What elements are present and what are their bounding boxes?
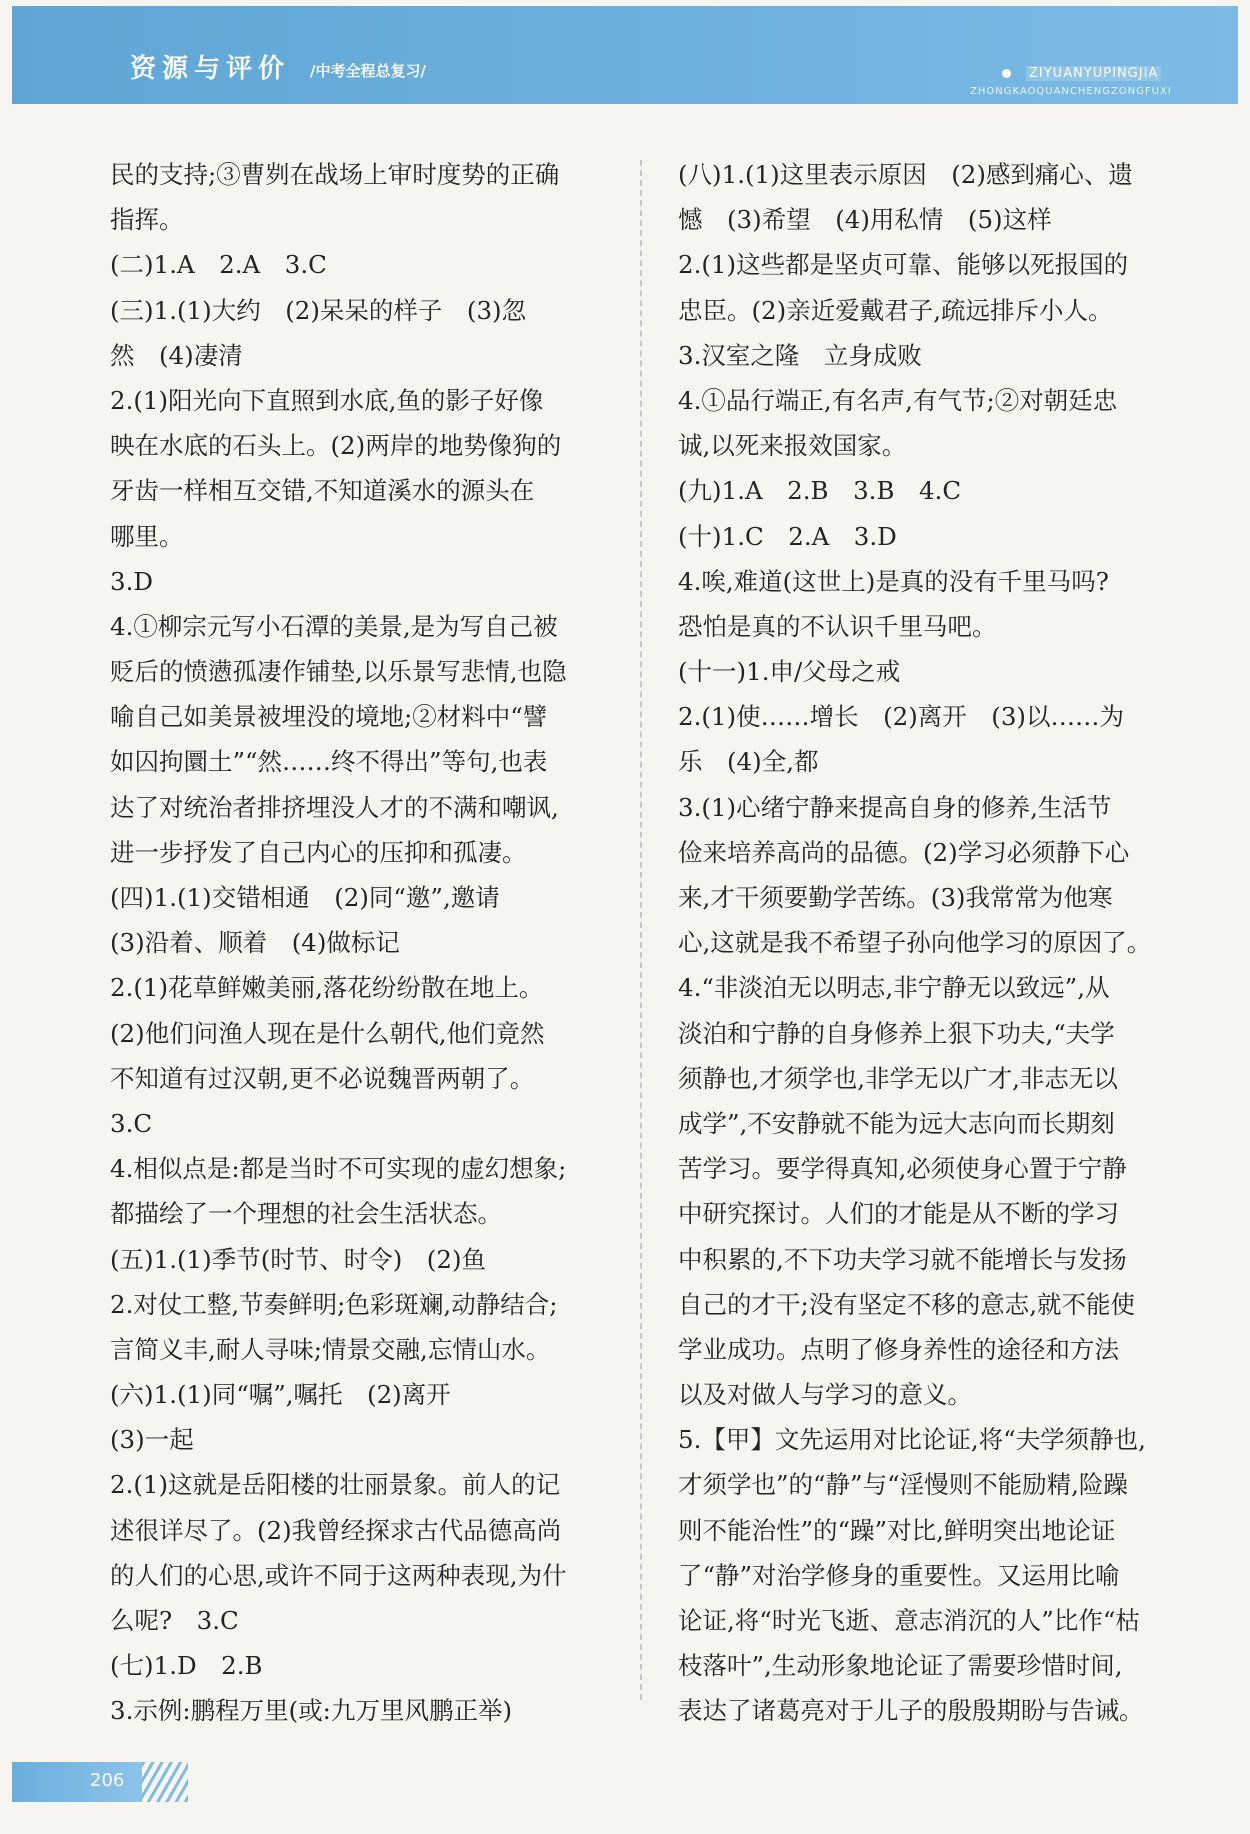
text-line: 4.①柳宗元写小石潭的美景,是为写自己被 [110, 611, 558, 641]
text-line: 2.对仗工整,节奏鲜明;色彩斑斓,动静结合; [110, 1289, 558, 1319]
pinyin-title: ZIYUANYUPINGJIA [1026, 66, 1161, 81]
dot-icon [1002, 69, 1011, 78]
text-line: (三)1.(1)大约 (2)呆呆的样子 (3)忽 [110, 295, 527, 325]
text-line: 表达了诸葛亮对于儿子的殷殷期盼与告诫。 [678, 1696, 1144, 1726]
text-line: 成学”,不安静就不能为远大志向而长期刻 [678, 1108, 1115, 1138]
text-line: 都描绘了一个理想的社会生活状态。 [110, 1199, 502, 1229]
text-line: 憾 (3)希望 (4)用私情 (5)这样 [678, 205, 1052, 235]
text-line: 中研究探讨。人们的才能是从不断的学习 [678, 1199, 1119, 1229]
text-line: 须静也,才须学也,非学无以广才,非志无以 [678, 1063, 1118, 1093]
text-line: 俭来培养高尚的品德。(2)学习必须静下心 [678, 837, 1130, 867]
text-line: 心,这就是我不希望子孙向他学习的原因了。 [678, 928, 1152, 958]
text-line: 4.唉,难道(这世上)是真的没有千里马吗? [678, 566, 1109, 596]
text-line: 来,才干须要勤学苦练。(3)我常常为他寒 [678, 883, 1113, 912]
text-line: 进一步抒发了自己内心的压抑和孤凄。 [110, 837, 527, 867]
text-line: 2.(1)这就是岳阳楼的壮丽景象。前人的记 [110, 1470, 561, 1500]
text-line: 才须学也”的“静”与“淫慢则不能励精,险躁 [678, 1470, 1128, 1500]
text-line: 么呢? 3.C [110, 1606, 239, 1635]
right-column [678, 152, 1170, 1734]
page-number: 206 [90, 1770, 125, 1791]
text-line: (2)他们问渔人现在是什么朝代,他们竟然 [110, 1018, 545, 1048]
text-line: 的人们的心思,或许不同于这两种表现,为什 [110, 1560, 567, 1590]
footer-stripes [142, 1762, 188, 1802]
text-line: (十)1.C 2.A 3.D [678, 521, 897, 551]
text-line: 贬后的愤懑孤凄作铺垫,以乐景写悲情,也隐 [110, 657, 567, 687]
text-line: 则不能治性”的“躁”对比,鲜明突出地论证 [678, 1515, 1116, 1545]
text-line: 苦学习。要学得真知,必须使身心置于宁静 [678, 1154, 1127, 1184]
text-line: 诚,以死来报效国家。 [678, 431, 907, 461]
text-line: (十一)1.申/父母之戒 [678, 657, 901, 687]
text-line: (七)1.D 2.B [110, 1651, 263, 1681]
text-line: (九)1.A 2.B 3.B 4.C [678, 476, 962, 506]
text-line: 4.“非淡泊无以明志,非宁静无以致远”,从 [678, 973, 1110, 1003]
text-line: 3.(1)心绪宁静来提高自身的修养,生活节 [678, 792, 1112, 822]
text-line: 自己的才干;没有坚定不移的意志,就不能使 [678, 1289, 1136, 1319]
text-line: 2.(1)这些都是坚贞可靠、能够以死报国的 [678, 250, 1129, 280]
text-line: 述很详尽了。(2)我曾经探求古代品德高尚 [110, 1515, 562, 1545]
text-line: 5.【甲】文先运用对比论证,将“夫学须静也, [678, 1425, 1146, 1455]
text-line: 指挥。 [110, 205, 184, 235]
text-line: 论证,将“时光飞逝、意志消沉的人”比作“枯 [678, 1606, 1140, 1635]
text-line: 2.(1)花草鲜嫩美丽,落花纷纷散在地上。 [110, 973, 544, 1003]
text-line: 然 (4)凄清 [110, 340, 243, 370]
text-line: 达了对统治者排挤埋没人才的不满和嘲讽, [110, 792, 559, 822]
column-divider [640, 160, 642, 1700]
text-line: 4.相似点是:都是当时不可实现的虚幻想象; [110, 1154, 567, 1184]
text-line: 恐怕是真的不认识千里马吧。 [678, 611, 997, 641]
book-subtitle: /中考全程总复习/ [310, 62, 426, 80]
text-line: 3.汉室之隆 立身成败 [678, 340, 922, 370]
page-header [12, 6, 1238, 104]
text-line: 学业成功。点明了修身养性的途径和方法 [678, 1334, 1119, 1364]
text-line: 言简义丰,耐人寻味;情景交融,忘情山水。 [110, 1334, 551, 1364]
text-line: 喻自己如美景被埋没的境地;②材料中“譬 [110, 702, 548, 732]
text-line: 2.(1)使……增长 (2)离开 (3)以……为 [678, 702, 1124, 732]
text-line: 中积累的,不下功夫学习就不能增长与发扬 [678, 1244, 1127, 1274]
text-line: 2.(1)阳光向下直照到水底,鱼的影子好像 [110, 385, 544, 415]
text-line: 枝落叶”,生动形象地论证了需要珍惜时间, [678, 1651, 1123, 1681]
text-line: (四)1.(1)交错相通 (2)同“邀”,邀请 [110, 883, 500, 912]
text-line: 以及对做人与学习的意义。 [678, 1380, 972, 1410]
text-line: 如囚拘圜土”“然……终不得出”等句,也表 [110, 747, 548, 777]
text-line: (二)1.A 2.A 3.C [110, 250, 327, 280]
text-line: 映在水底的石头上。(2)两岸的地势像狗的 [110, 431, 562, 461]
text-line: 忠臣。(2)亲近爱戴君子,疏远排斥小人。 [678, 295, 1113, 325]
text-line: 3.示例:鹏程万里(或:九万里风鹏正举) [110, 1696, 512, 1726]
text-line: 牙齿一样相互交错,不知道溪水的源头在 [110, 476, 535, 506]
text-line: 乐 (4)全,都 [678, 747, 819, 777]
text-line: 3.D [110, 566, 154, 596]
text-line: 淡泊和宁静的自身修养上狠下功夫,“夫学 [678, 1018, 1115, 1048]
text-line: 民的支持;③曹刿在战场上审时度势的正确 [110, 160, 560, 189]
text-line: 4.①品行端正,有名声,有气节;②对朝廷忠 [678, 385, 1118, 415]
text-line: 了“静”对治学修身的重要性。又运用比喻 [678, 1560, 1120, 1590]
left-column [110, 152, 602, 1734]
pinyin-subtitle: ZHONGKAOQUANCHENGZONGFUXI [970, 86, 1172, 97]
book-title: 资源与评价 [130, 54, 291, 84]
text-line: (3)一起 [110, 1425, 194, 1455]
text-line: 不知道有过汉朝,更不必说魏晋两朝了。 [110, 1063, 535, 1093]
text-line: (六)1.(1)同“嘱”,嘱托 (2)离开 [110, 1380, 451, 1410]
text-line: 哪里。 [110, 521, 184, 551]
text-line: (八)1.(1)这里表示原因 (2)感到痛心、遗 [678, 160, 1133, 189]
text-line: 3.C [110, 1108, 153, 1138]
text-line: (五)1.(1)季节(时节、时令) (2)鱼 [110, 1244, 487, 1274]
text-line: (3)沿着、顺着 (4)做标记 [110, 928, 400, 958]
